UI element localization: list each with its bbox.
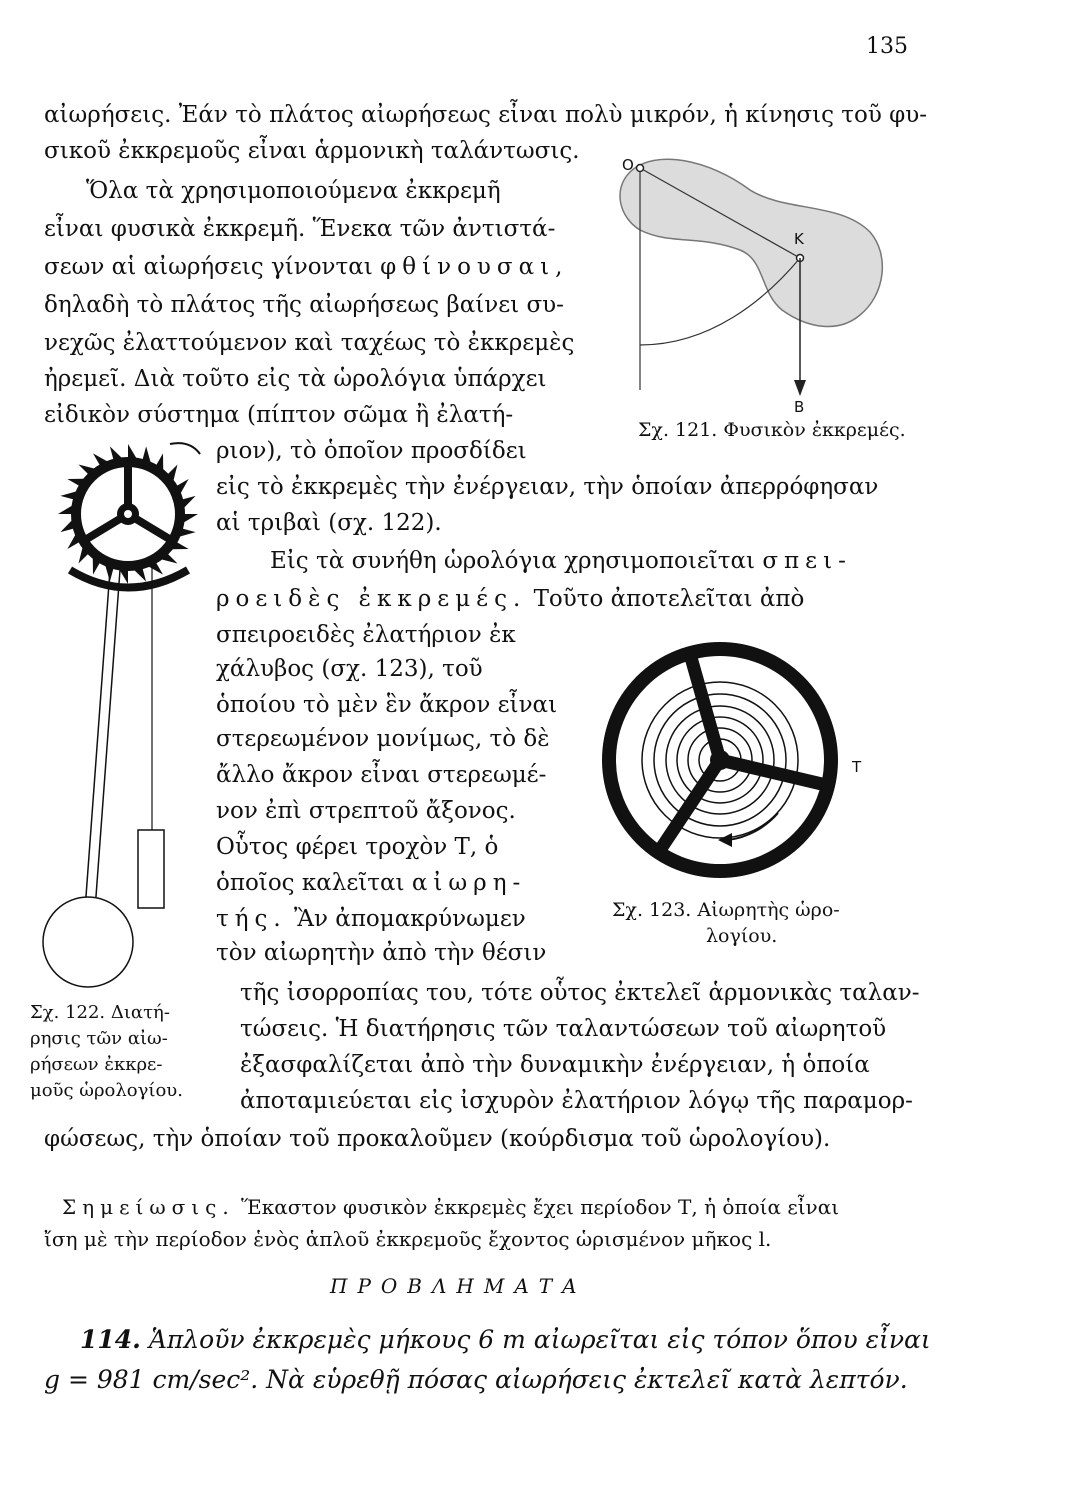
problems-heading: ΠΡΟΒΛΗΜΑΤΑ [330, 1274, 587, 1298]
body-line-21: Οὗτος φέρει τροχὸν Τ, ὁ [216, 834, 499, 860]
pendulum-rod-right [95, 570, 120, 910]
wheel-hub [710, 750, 730, 770]
page-number: 135 [866, 34, 908, 59]
wheel-spoke [660, 760, 720, 850]
fig-122-caption-2: ρησις τῶν αἰω- [30, 1028, 168, 1049]
fig-123-caption-2: λογίου. [706, 925, 778, 947]
rotation-arrow-head [718, 833, 732, 847]
body-line-2: σικοῦ ἐκκρεμοῦς εἶναι ἁρμονικὴ ταλάντωσις. [44, 138, 580, 164]
ratchet-tooth [183, 514, 198, 523]
body-line-10: ριον), τὸ ὁποῖον προσδίδει [216, 438, 527, 464]
body-line-20: νον ἐπὶ στρεπτοῦ ἄξονος. [216, 798, 516, 824]
emphasis-term: αἰωρη- [411, 870, 527, 896]
body-line-27: ἐξασφαλίζεται ἀπὸ τὴν δυναμικὴν ἐνέργειαν, ἡ ὁποία [240, 1052, 870, 1078]
body-line-8: ἠρεμεῖ. Διὰ τοῦτο εἰς τὰ ὡρολόγια ὑπάρχει [44, 366, 547, 392]
label-t: T [852, 758, 862, 776]
body-line-28: ἀποταμιεύεται εἰς ἰσχυρὸν ἐλατήριον λόγῳ τῆς παραμορ- [240, 1088, 913, 1114]
body-line-22: ὁποῖος καλεῖται αἰωρη- [216, 870, 527, 896]
ratchet-tooth [128, 444, 137, 459]
body-line-24: τὸν αἰωρητὴν ἀπὸ τὴν θέσιν [216, 940, 547, 966]
body-line-19: ἄλλο ἄκρον εἶναι στερεωμέ- [216, 762, 547, 788]
body-line-6: δηλαδὴ τὸ πλάτος τῆς αἰωρήσεως βαίνει συ- [44, 292, 564, 318]
pendulum-body-shape [620, 159, 882, 326]
fig-123-caption-1: Σχ. 123. Αἰωρητὴς ὡρο- [612, 899, 840, 921]
body-line-25: τῆς ἰσορροπίας του, τότε οὗτος ἐκτελεῖ ἁρμονικὰς ταλαν- [240, 980, 920, 1006]
body-line-23: τής. Ἂν ἀπομακρύνωμεν [216, 906, 526, 932]
body-line-9: εἰδικὸν σύστημα (πίπτον σῶμα ἢ ἐλατή- [44, 402, 514, 428]
problem-114-line-2: g = 981 cm/sec². Νὰ εὑρεθῇ πόσας αἰωρήσεις ἐκτελεῖ κατὰ λεπτόν. [44, 1365, 908, 1394]
problem-number: 114. [80, 1325, 141, 1354]
body-line-13: Εἰς τὰ συνήθη ὡρολόγια χρησιμοποιεῖται σπει- [270, 548, 852, 574]
body-line-1: αἰωρήσεις. Ἐάν τὸ πλάτος αἰωρήσεως εἶναι πολὺ μικρόν, ἡ κίνησις τοῦ φυ- [44, 102, 928, 128]
body-line-26: τώσεις. Ἡ διατήρησις τῶν ταλαντώσεων τοῦ αἰωρητοῦ [240, 1016, 887, 1042]
problem-114-line-1: 114. Ἁπλοῦν ἐκκρεμὲς μήκους 6 m αἰωρεῖται εἰς τόπον ὅπου εἶναι [80, 1325, 931, 1354]
emphasis-term: ροειδὲς ἐκκρεμές. [216, 586, 527, 612]
figure-123-balance-wheel [600, 630, 880, 890]
emphasis-term: τής. [216, 906, 287, 932]
fig-122-caption-4: μοῦς ὡρολογίου. [30, 1080, 183, 1101]
body-line-18: στερεωμένον μονίμως, τὸ δὲ [216, 726, 550, 752]
note-label: Σημείωσις. [62, 1195, 235, 1219]
ratchet-tooth [58, 505, 73, 514]
body-line-14: ροειδὲς ἐκκρεμές. Τοῦτο ἀποτελεῖται ἀπὸ [216, 586, 805, 612]
fig-122-caption-1: Σχ. 122. Διατή- [30, 1002, 170, 1023]
body-line-4: εἶναι φυσικὰ ἐκκρεμῆ. Ἕνεκα τῶν ἀντιστά- [44, 216, 556, 242]
label-b: B [794, 398, 805, 416]
body-line-11: εἰς τὸ ἐκκρεμὲς τὴν ἐνέργειαν, τὴν ὁποίαν ἀπερρόφησαν [216, 474, 879, 500]
escapement-hook [170, 443, 200, 454]
body-line-3: Ὅλα τὰ χρησιμοποιούμενα ἐκκρεμῆ [86, 178, 501, 204]
note-line-1: Σημείωσις. Ἕκαστον φυσικὸν ἐκκρεμὲς ἔχει περίοδον Τ, ἡ ὁποία εἶναι [62, 1195, 840, 1219]
body-line-29: φώσεως, τὴν ὁποίαν τοῦ προκαλοῦμεν (κούρδισμα τοῦ ὡρολογίου). [44, 1126, 831, 1152]
body-line-7: νεχῶς ἐλαττούμενον καὶ ταχέως τὸ ἐκκρεμὲς [44, 330, 575, 356]
wheel-spoke [720, 760, 826, 785]
falling-weight [138, 830, 164, 908]
wheel-axle [124, 510, 132, 518]
pendulum-bob [43, 897, 133, 987]
body-line-5: σεων αἱ αἰωρήσεις γίνονται φθίνουσαι, [44, 254, 569, 280]
body-line-12: αἱ τριβαὶ (σχ. 122). [216, 510, 442, 536]
fig-122-caption-3: ρήσεων ἐκκρε- [30, 1054, 163, 1075]
wheel-spoke [690, 654, 720, 760]
escapement-anchor [70, 570, 188, 588]
body-line-17: ὁποίου τὸ μὲν ἓν ἄκρον εἶναι [216, 692, 558, 718]
fig-121-caption: Σχ. 121. Φυσικὸν ἐκκρεμές. [638, 419, 906, 441]
note-line-2: ἴση μὲ τὴν περίοδον ἑνὸς ἁπλοῦ ἐκκρεμοῦς ἔχοντος ὡρισμένον μῆκος l. [44, 1227, 772, 1251]
label-k: K [794, 230, 804, 248]
emphasis-term: σπει- [762, 548, 852, 574]
label-o: O [622, 156, 634, 174]
pendulum-rod-left [85, 570, 110, 910]
figure-121-physical-pendulum [560, 140, 900, 430]
figure-122-clock-escapement [30, 440, 220, 1000]
body-line-15: σπειροειδὲς ἐλατήριον ἐκ [216, 622, 516, 648]
weight-arrow-head [794, 380, 806, 396]
emphasis-term: φθίνουσαι, [380, 254, 569, 280]
body-line-16: χάλυβος (σχ. 123), τοῦ [216, 656, 483, 682]
pivot-point-o [637, 165, 644, 172]
